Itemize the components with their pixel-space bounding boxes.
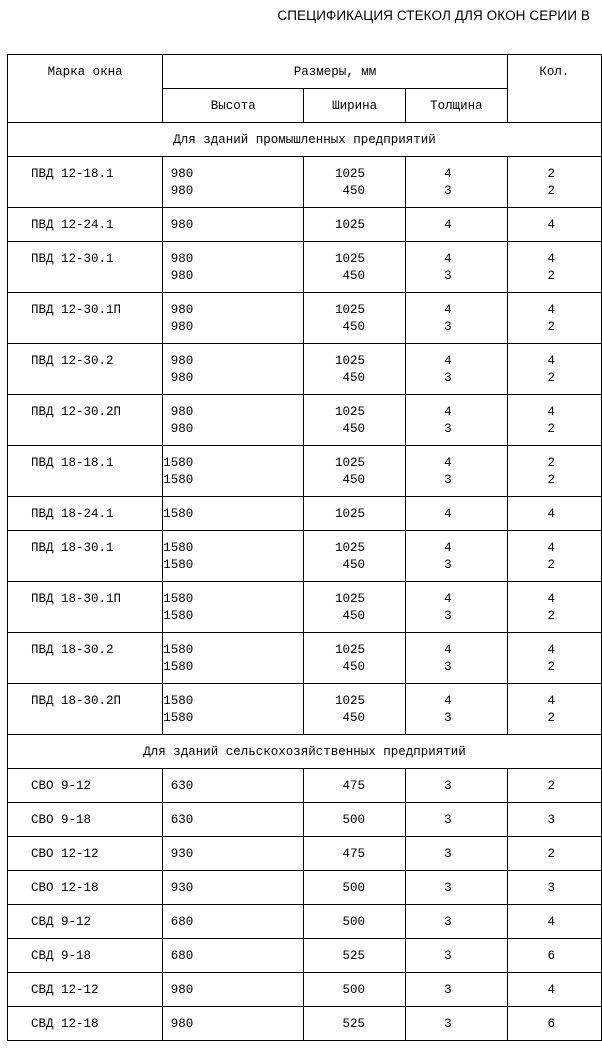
cell-height [163, 446, 304, 497]
qty-value: 2 [547, 456, 555, 470]
qty-value: 4 [547, 915, 555, 929]
cell-height [163, 157, 304, 208]
thickness-value: 3 [444, 660, 452, 674]
thickness-value: 4 [444, 507, 452, 521]
thickness-value: 3 [444, 779, 452, 793]
cell-qty [507, 905, 601, 939]
width-value: 1025 [335, 507, 366, 521]
width-value: 1025 [335, 456, 366, 470]
width-value: 450 [342, 558, 366, 572]
qty-value: 4 [547, 592, 555, 606]
cell-qty [507, 837, 601, 871]
cell-qty [507, 871, 601, 905]
width-value: 525 [342, 949, 366, 963]
cell-qty [507, 157, 601, 208]
page-title: СПЕЦИФИКАЦИЯ СТЕКОЛ ДЛЯ ОКОН СЕРИИ В [277, 8, 590, 23]
cell-width [304, 395, 406, 446]
cell-mark [8, 939, 163, 973]
qty-value: 4 [547, 983, 555, 997]
table-row [8, 446, 602, 497]
thickness-value: 3 [444, 320, 452, 334]
thickness-value: 4 [444, 541, 452, 555]
cell-width [304, 157, 406, 208]
width-value: 450 [342, 473, 366, 487]
cell-width [304, 242, 406, 293]
section-row [8, 123, 602, 157]
cell-mark [8, 582, 163, 633]
cell-mark [8, 837, 163, 871]
cell-qty [507, 973, 601, 1007]
height-value: 980 [170, 1017, 194, 1031]
table-row [8, 684, 602, 735]
height-value: 1580 [163, 558, 194, 572]
qty-value: 6 [547, 949, 555, 963]
cell-mark [8, 497, 163, 531]
window-mark: ПВД 18-30.2П [31, 694, 122, 708]
window-mark: ПВД 18-24.1 [31, 507, 114, 521]
cell-height [163, 293, 304, 344]
header-height: Высота [163, 89, 304, 123]
cell-height [163, 871, 304, 905]
width-value: 500 [342, 983, 366, 997]
cell-width [304, 837, 406, 871]
cell-qty [507, 531, 601, 582]
window-mark: СВО 9-12 [31, 779, 92, 793]
height-value: 930 [170, 847, 194, 861]
cell-mark [8, 769, 163, 803]
table-row [8, 344, 602, 395]
height-value: 680 [170, 915, 194, 929]
window-mark: ПВД 18-18.1 [31, 456, 114, 470]
cell-thickness [406, 837, 508, 871]
cell-qty [507, 939, 601, 973]
table-row [8, 633, 602, 684]
section-title: Для зданий сельскохозяйственных предприятий [8, 735, 602, 769]
qty-value: 2 [547, 660, 555, 674]
window-mark: ПВД 12-30.1 [31, 252, 114, 266]
qty-value: 2 [547, 558, 555, 572]
cell-thickness [406, 803, 508, 837]
thickness-value: 4 [444, 218, 452, 232]
thickness-value: 3 [444, 915, 452, 929]
thickness-value: 4 [444, 456, 452, 470]
table-row [8, 769, 602, 803]
cell-qty [507, 633, 601, 684]
height-value: 980 [170, 184, 194, 198]
cell-mark [8, 242, 163, 293]
width-value: 450 [342, 422, 366, 436]
qty-value: 4 [547, 405, 555, 419]
cell-width [304, 684, 406, 735]
table-row [8, 837, 602, 871]
cell-height [163, 531, 304, 582]
cell-width [304, 905, 406, 939]
cell-mark [8, 531, 163, 582]
width-value: 450 [342, 184, 366, 198]
qty-value: 2 [547, 609, 555, 623]
width-value: 1025 [335, 592, 366, 606]
qty-value: 4 [547, 218, 555, 232]
cell-thickness [406, 1007, 508, 1041]
cell-width [304, 803, 406, 837]
header-mark: Марка окна [8, 55, 163, 123]
qty-value: 2 [547, 711, 555, 725]
height-value: 1580 [163, 456, 194, 470]
window-mark: СВО 9-18 [31, 813, 92, 827]
cell-height [163, 973, 304, 1007]
height-value: 980 [170, 983, 194, 997]
thickness-value: 4 [444, 592, 452, 606]
height-value: 980 [170, 167, 194, 181]
cell-thickness [406, 531, 508, 582]
window-mark: СВО 12-18 [31, 881, 99, 895]
table-row [8, 803, 602, 837]
width-value: 1025 [335, 405, 366, 419]
table-row [8, 1007, 602, 1041]
qty-value: 2 [547, 167, 555, 181]
thickness-value: 4 [444, 405, 452, 419]
qty-value: 6 [547, 1017, 555, 1031]
thickness-value: 4 [444, 643, 452, 657]
height-value: 980 [170, 252, 194, 266]
width-value: 1025 [335, 354, 366, 368]
cell-height [163, 905, 304, 939]
qty-value: 4 [547, 541, 555, 555]
header-sizes: Размеры, мм [163, 55, 507, 89]
cell-thickness [406, 582, 508, 633]
cell-width [304, 344, 406, 395]
height-value: 1580 [163, 694, 194, 708]
height-value: 1580 [163, 711, 194, 725]
cell-qty [507, 1007, 601, 1041]
thickness-value: 4 [444, 303, 452, 317]
cell-height [163, 242, 304, 293]
width-value: 1025 [335, 694, 366, 708]
cell-thickness [406, 208, 508, 242]
table-row [8, 293, 602, 344]
cell-thickness [406, 293, 508, 344]
height-value: 1580 [163, 609, 194, 623]
window-mark: СВД 9-18 [31, 949, 92, 963]
cell-width [304, 633, 406, 684]
cell-mark [8, 684, 163, 735]
cell-height [163, 208, 304, 242]
thickness-value: 3 [444, 422, 452, 436]
qty-value: 4 [547, 643, 555, 657]
window-mark: ПВД 18-30.1 [31, 541, 114, 555]
glass-spec-table [7, 54, 602, 1041]
cell-thickness [406, 395, 508, 446]
qty-value: 3 [547, 813, 555, 827]
cell-width [304, 582, 406, 633]
height-value: 630 [170, 779, 194, 793]
width-value: 475 [342, 847, 366, 861]
cell-thickness [406, 871, 508, 905]
window-mark: СВО 12-12 [31, 847, 99, 861]
thickness-value: 3 [444, 609, 452, 623]
thickness-value: 3 [444, 1017, 452, 1031]
thickness-value: 3 [444, 473, 452, 487]
thickness-value: 4 [444, 167, 452, 181]
height-value: 1580 [163, 541, 194, 555]
height-value: 1580 [163, 660, 194, 674]
table-row [8, 871, 602, 905]
height-value: 980 [170, 405, 194, 419]
width-value: 450 [342, 609, 366, 623]
cell-width [304, 871, 406, 905]
cell-qty [507, 582, 601, 633]
height-value: 980 [170, 218, 194, 232]
cell-qty [507, 208, 601, 242]
cell-qty [507, 242, 601, 293]
thickness-value: 3 [444, 813, 452, 827]
cell-width [304, 208, 406, 242]
window-mark: ПВД 12-18.1 [31, 167, 114, 181]
cell-mark [8, 973, 163, 1007]
thickness-value: 3 [444, 184, 452, 198]
height-value: 980 [170, 422, 194, 436]
cell-width [304, 446, 406, 497]
width-value: 525 [342, 1017, 366, 1031]
qty-value: 2 [547, 779, 555, 793]
thickness-value: 4 [444, 694, 452, 708]
qty-value: 2 [547, 269, 555, 283]
thickness-value: 3 [444, 983, 452, 997]
cell-thickness [406, 684, 508, 735]
window-mark: ПВД 18-30.2 [31, 643, 114, 657]
cell-height [163, 395, 304, 446]
cell-thickness [406, 242, 508, 293]
cell-thickness [406, 344, 508, 395]
cell-mark [8, 1007, 163, 1041]
cell-thickness [406, 497, 508, 531]
header-thickness: Толщина [406, 89, 508, 123]
cell-mark [8, 905, 163, 939]
cell-mark [8, 208, 163, 242]
cell-qty [507, 293, 601, 344]
section-row [8, 735, 602, 769]
height-value: 680 [170, 949, 194, 963]
qty-value: 2 [547, 371, 555, 385]
width-value: 475 [342, 779, 366, 793]
header-qty: Кол. [507, 55, 601, 123]
cell-mark [8, 293, 163, 344]
thickness-value: 4 [444, 354, 452, 368]
thickness-value: 4 [444, 252, 452, 266]
window-mark: ПВД 12-30.2 [31, 354, 114, 368]
height-value: 1580 [163, 592, 194, 606]
cell-height [163, 344, 304, 395]
cell-thickness [406, 973, 508, 1007]
width-value: 1025 [335, 541, 366, 555]
qty-value: 2 [547, 473, 555, 487]
qty-value: 2 [547, 422, 555, 436]
width-value: 500 [342, 813, 366, 827]
thickness-value: 3 [444, 558, 452, 572]
cell-height [163, 582, 304, 633]
height-value: 1580 [163, 473, 194, 487]
height-value: 980 [170, 371, 194, 385]
width-value: 1025 [335, 218, 366, 232]
thickness-value: 3 [444, 881, 452, 895]
cell-qty [507, 497, 601, 531]
window-mark: ПВД 18-30.1П [31, 592, 122, 606]
cell-mark [8, 871, 163, 905]
qty-value: 4 [547, 252, 555, 266]
cell-thickness [406, 446, 508, 497]
table-row [8, 395, 602, 446]
cell-thickness [406, 769, 508, 803]
table-row [8, 582, 602, 633]
qty-value: 2 [547, 320, 555, 334]
width-value: 450 [342, 371, 366, 385]
cell-qty [507, 446, 601, 497]
qty-value: 4 [547, 354, 555, 368]
thickness-value: 3 [444, 949, 452, 963]
width-value: 1025 [335, 167, 366, 181]
thickness-value: 3 [444, 371, 452, 385]
table-row [8, 208, 602, 242]
table-row [8, 531, 602, 582]
cell-height [163, 769, 304, 803]
width-value: 450 [342, 269, 366, 283]
cell-width [304, 293, 406, 344]
cell-height [163, 803, 304, 837]
height-value: 1580 [163, 507, 194, 521]
table-row [8, 497, 602, 531]
width-value: 450 [342, 320, 366, 334]
cell-thickness [406, 939, 508, 973]
cell-height [163, 837, 304, 871]
section-title: Для зданий промышленных предприятий [8, 123, 602, 157]
cell-height [163, 1007, 304, 1041]
qty-value: 3 [547, 881, 555, 895]
width-value: 1025 [335, 252, 366, 266]
cell-mark [8, 395, 163, 446]
width-value: 450 [342, 711, 366, 725]
cell-mark [8, 633, 163, 684]
cell-width [304, 973, 406, 1007]
height-value: 980 [170, 354, 194, 368]
cell-width [304, 531, 406, 582]
cell-thickness [406, 157, 508, 208]
width-value: 450 [342, 660, 366, 674]
qty-value: 2 [547, 184, 555, 198]
table-row [8, 973, 602, 1007]
window-mark: ПВД 12-30.1П [31, 303, 122, 317]
width-value: 1025 [335, 303, 366, 317]
height-value: 980 [170, 303, 194, 317]
thickness-value: 3 [444, 711, 452, 725]
width-value: 500 [342, 881, 366, 895]
window-mark: СВД 12-18 [31, 1017, 99, 1031]
qty-value: 4 [547, 303, 555, 317]
cell-height [163, 497, 304, 531]
cell-thickness [406, 905, 508, 939]
cell-mark [8, 803, 163, 837]
cell-qty [507, 344, 601, 395]
cell-mark [8, 157, 163, 208]
cell-qty [507, 803, 601, 837]
height-value: 930 [170, 881, 194, 895]
qty-value: 2 [547, 847, 555, 861]
cell-height [163, 684, 304, 735]
qty-value: 4 [547, 694, 555, 708]
cell-mark [8, 344, 163, 395]
cell-qty [507, 684, 601, 735]
window-mark: ПВД 12-24.1 [31, 218, 114, 232]
table-row [8, 242, 602, 293]
cell-height [163, 939, 304, 973]
height-value: 980 [170, 269, 194, 283]
height-value: 980 [170, 320, 194, 334]
cell-width [304, 939, 406, 973]
qty-value: 4 [547, 507, 555, 521]
cell-mark [8, 446, 163, 497]
cell-qty [507, 395, 601, 446]
width-value: 1025 [335, 643, 366, 657]
cell-width [304, 1007, 406, 1041]
table-row [8, 939, 602, 973]
thickness-value: 3 [444, 269, 452, 283]
window-mark: СВД 12-12 [31, 983, 99, 997]
cell-width [304, 769, 406, 803]
thickness-value: 3 [444, 847, 452, 861]
cell-thickness [406, 633, 508, 684]
header-width: Ширина [304, 89, 406, 123]
width-value: 500 [342, 915, 366, 929]
window-mark: СВД 9-12 [31, 915, 92, 929]
cell-qty [507, 769, 601, 803]
height-value: 630 [170, 813, 194, 827]
table-row [8, 905, 602, 939]
cell-height [163, 633, 304, 684]
cell-width [304, 497, 406, 531]
height-value: 1580 [163, 643, 194, 657]
window-mark: ПВД 12-30.2П [31, 405, 122, 419]
table-row [8, 157, 602, 208]
